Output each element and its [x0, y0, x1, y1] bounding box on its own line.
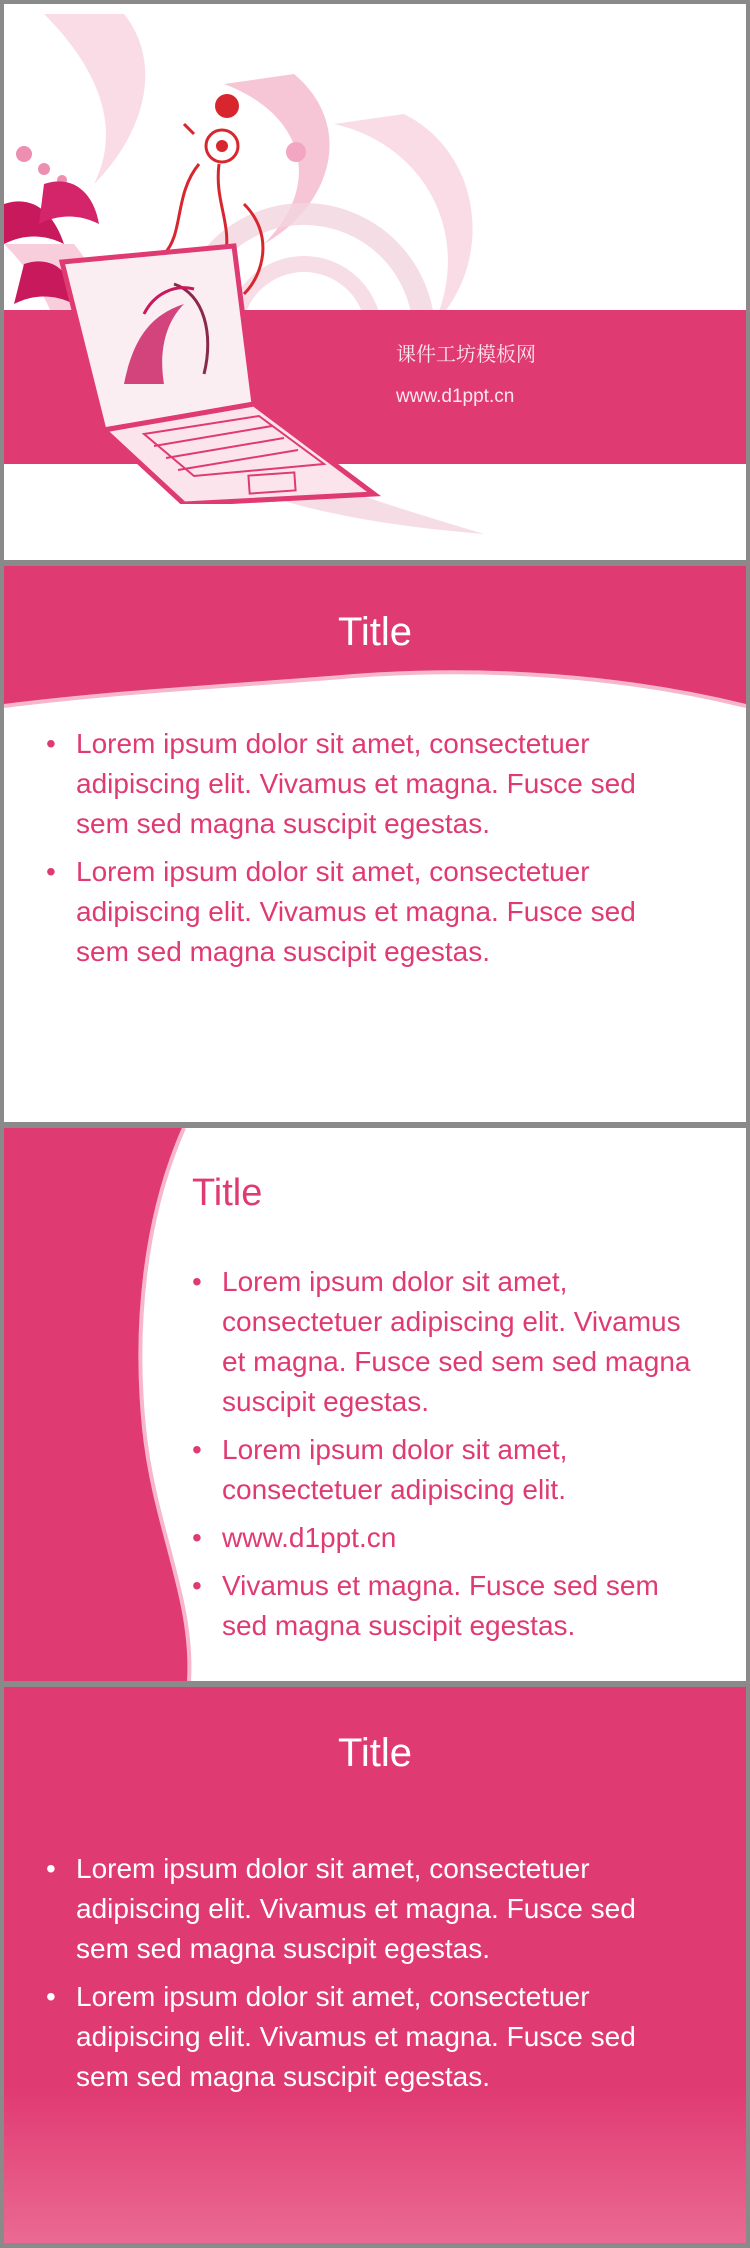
bullet-dot: • [192, 1570, 202, 1601]
slide-title-content[interactable] [4, 566, 746, 1122]
slide-title: Title [337, 1731, 413, 1775]
bullet-dot: • [192, 1266, 202, 1297]
bullet-dot: • [46, 856, 56, 887]
list-item [46, 1977, 696, 2097]
laptop-floral-icon [44, 84, 384, 504]
site-name: 课件工坊模板网 [396, 342, 536, 366]
bullet-list [46, 1849, 696, 2105]
list-item [192, 1430, 692, 1510]
bullet-dot: • [46, 1981, 56, 2012]
list-item [46, 852, 696, 972]
slide-title: Title [337, 610, 413, 654]
list-item [192, 1566, 692, 1646]
slide-cover[interactable] [4, 4, 746, 560]
bullet-dot: • [192, 1522, 202, 1553]
site-url[interactable]: www.d1ppt.cn [396, 386, 515, 407]
list-item-text: Lorem ipsum dolor sit amet, consectetuer adipiscing elit. Vivamus et magna. Fusce sed sem sed magna suscipit egestas. [76, 1981, 636, 2092]
bullet-dot: • [46, 728, 56, 759]
list-item-text: Lorem ipsum dolor sit amet, consectetuer adipiscing elit. Vivamus et magna. Fusce sed sem sed magna suscipit egestas. [76, 728, 636, 839]
list-item-text: Lorem ipsum dolor sit amet, consectetuer adipiscing elit. Vivamus et magna. Fusce sed sem sed magna suscipit egestas. [222, 1266, 691, 1417]
bullet-list [192, 1262, 692, 1654]
bullet-dot: • [46, 1853, 56, 1884]
bullet-list [46, 724, 696, 980]
list-item[interactable] [192, 1518, 692, 1558]
slide-title: Title [192, 1172, 263, 1214]
slide-full-pink[interactable] [4, 1687, 746, 2243]
list-item [46, 1849, 696, 1969]
slide-side-band[interactable] [4, 1128, 746, 1681]
list-item [192, 1262, 692, 1422]
curved-side-band [4, 1128, 204, 1681]
list-item-text: Lorem ipsum dolor sit amet, consectetuer adipiscing elit. Vivamus et magna. Fusce sed sem sed magna suscipit egestas. [76, 856, 636, 967]
list-item-text: Lorem ipsum dolor sit amet, consectetuer adipiscing elit. [222, 1434, 568, 1505]
list-item-link[interactable]: www.d1ppt.cn [222, 1522, 397, 1553]
list-item-text: Vivamus et magna. Fusce sed sem sed magna suscipit egestas. [222, 1570, 659, 1641]
list-item-text: Lorem ipsum dolor sit amet, consectetuer adipiscing elit. Vivamus et magna. Fusce sed sem sed magna suscipit egestas. [76, 1853, 636, 1964]
bullet-dot: • [192, 1434, 202, 1465]
list-item [46, 724, 696, 844]
